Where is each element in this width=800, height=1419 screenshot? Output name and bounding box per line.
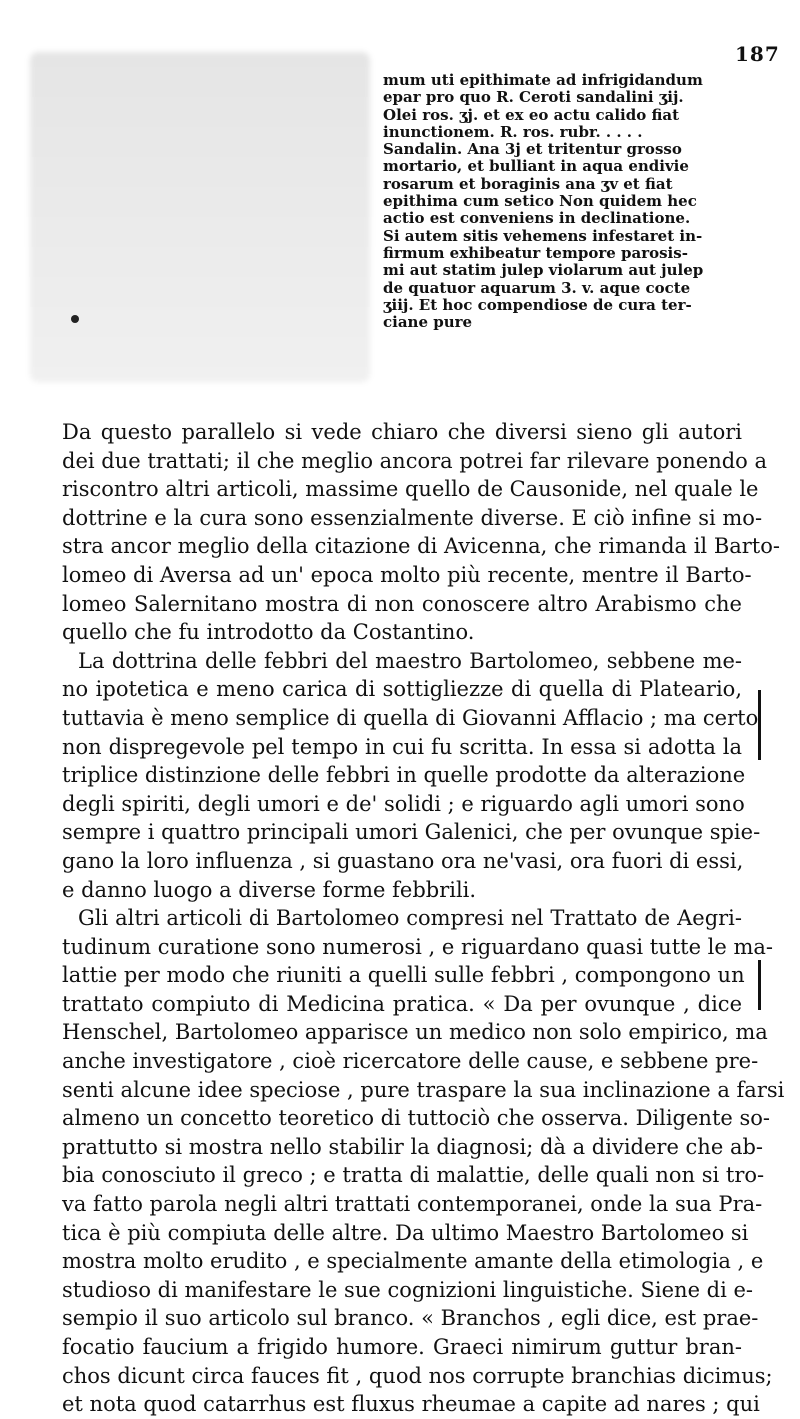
latin-line: actio est conveniens in declinatione. <box>383 209 691 228</box>
latin-line: mortario, et bulliant in aqua endivie <box>383 157 689 176</box>
text-line: Da questo parallelo si vede chiaro che diversi sieno gli autori <box>62 420 742 444</box>
text-line: senti alcune idee speciose , pure traspare la sua inclinazione a farsi <box>62 1077 785 1102</box>
latin-line: mum uti epithimate ad infrigidandum <box>383 71 703 89</box>
text-line: tudinum curatione sono numerosi , e riguardano quasi tutte le ma- <box>62 934 774 959</box>
margin-mark <box>758 690 761 760</box>
text-line: dottrine e la cura sono essenzialmente diverse. E ciò infine si mo- <box>62 505 763 530</box>
latin-line: epithima cum setico Non quidem hec <box>383 192 697 211</box>
text-line: et nota quod catarrhus est fluxus rheumae a capite ad nares ; qui <box>62 1392 760 1417</box>
text-line: e danno luogo a diverse forme febbrili. <box>62 877 477 902</box>
text-line: bia conosciuto il greco ; e tratta di malattie, delle quali non si tro- <box>62 1163 765 1188</box>
text-line: trattato compiuto di Medicina pratica. « Da per ovunque , dice <box>62 991 742 1016</box>
text-line: dei due trattati; il che meglio ancora potrei far rilevare ponendo a <box>62 448 768 473</box>
latin-line: de quatuor aquarum 3. v. aque cocte <box>383 278 691 297</box>
text-line: no ipotetica e meno carica di sottigliezze di quella di Plateario, <box>62 677 742 702</box>
latin-line: ciane pure <box>383 313 473 332</box>
text-line: studioso di manifestare le sue cognizioni linguistiche. Siene di e- <box>62 1277 754 1302</box>
text-line: va fatto parola negli altri trattati contemporanei, onde la sua Pra- <box>62 1192 763 1217</box>
latin-line: rosarum et boraginis ana ʒv et fiat <box>383 174 673 193</box>
bleed-through-shadow <box>30 52 370 382</box>
text-line: almeno un concetto teoretico di tuttociò che osserva. Diligente so- <box>62 1106 771 1131</box>
text-line: quello che fu introdotto da Costantino. <box>62 620 475 645</box>
text-line: tuttavia è meno semplice di quella di Giovanni Afflacio ; ma certo <box>62 705 759 730</box>
text-line: triplice distinzione delle febbri in quelle prodotte da alterazione <box>62 763 746 788</box>
text-line: anche investigatore , cioè ricercatore delle cause, e sebbene pre- <box>62 1049 759 1074</box>
text-line: Gli altri articoli di Bartolomeo compresi nel Trattato de Aegri- <box>78 906 742 931</box>
text-line: lomeo di Aversa ad un' epoca molto più recente, mentre il Barto- <box>62 562 752 587</box>
margin-dot <box>71 315 79 323</box>
latin-line: epar pro quo R. Ceroti sandalini ʒij. <box>383 88 684 107</box>
text-line: tica è più compiuta delle altre. Da ultimo Maestro Bartolomeo si <box>62 1220 749 1245</box>
text-line: sempio il suo articolo sul branco. « Branchos , egli dice, est prae- <box>62 1306 759 1331</box>
text-line: mostra molto erudito , e specialmente amante della etimologia , e <box>62 1249 764 1274</box>
latin-line: Sandalin. Ana 3j et tritentur grosso <box>383 140 682 159</box>
text-line: sempre i quattro principali umori Galenici, che per ovunque spie- <box>62 820 761 845</box>
latin-line: inunctionem. R. ros. rubr. . . . . <box>383 122 643 141</box>
text-line: Henschel, Bartolomeo apparisce un medico non solo empirico, ma <box>62 1020 768 1045</box>
text-line: riscontro altri articoli, massime quello de Causonide, nel quale le <box>62 477 759 502</box>
text-line: chos dicunt circa fauces fit , quod nos corrupte branchias dicimus; <box>62 1363 773 1388</box>
text-line: gano la loro influenza , si guastano ora ne'vasi, ora fuori di essi, <box>62 848 744 873</box>
text-line: La dottrina delle febbri del maestro Bartolomeo, sebbene me- <box>78 648 742 673</box>
text-line: lomeo Salernitano mostra di non conoscere altro Arabismo che <box>62 591 742 616</box>
text-line: non dispregevole pel tempo in cui fu scritta. In essa si adotta la <box>62 734 742 759</box>
page-number: 187 <box>735 42 780 66</box>
text-line: lattie per modo che riuniti a quelli sulle febbri , compongono un <box>62 963 745 988</box>
margin-mark <box>758 960 761 1010</box>
text-line: degli spiriti, degli umori e de' solidi ; e riguardo agli umori sono <box>62 791 745 816</box>
text-line: prattutto si mostra nello stabilir la diagnosi; dà a dividere che ab- <box>62 1134 763 1159</box>
latin-line: firmum exhibeatur tempore parosis- <box>383 243 688 262</box>
text-line: stra ancor meglio della citazione di Avicenna, che rimanda il Barto- <box>62 534 780 559</box>
latin-recipe-block <box>383 72 733 331</box>
latin-line: ʒiij. Et hoc compendiose de cura ter- <box>383 295 692 314</box>
main-text <box>62 418 785 1419</box>
latin-line: mi aut statim julep violarum aut julep <box>383 261 704 280</box>
latin-line: Si autem sitis vehemens infestaret in- <box>383 226 703 245</box>
latin-line: Olei ros. ʒj. et ex eo actu calido fiat <box>383 105 680 124</box>
text-line: focatio faucium a frigido humore. Graeci nimirum guttur bran- <box>62 1335 742 1359</box>
